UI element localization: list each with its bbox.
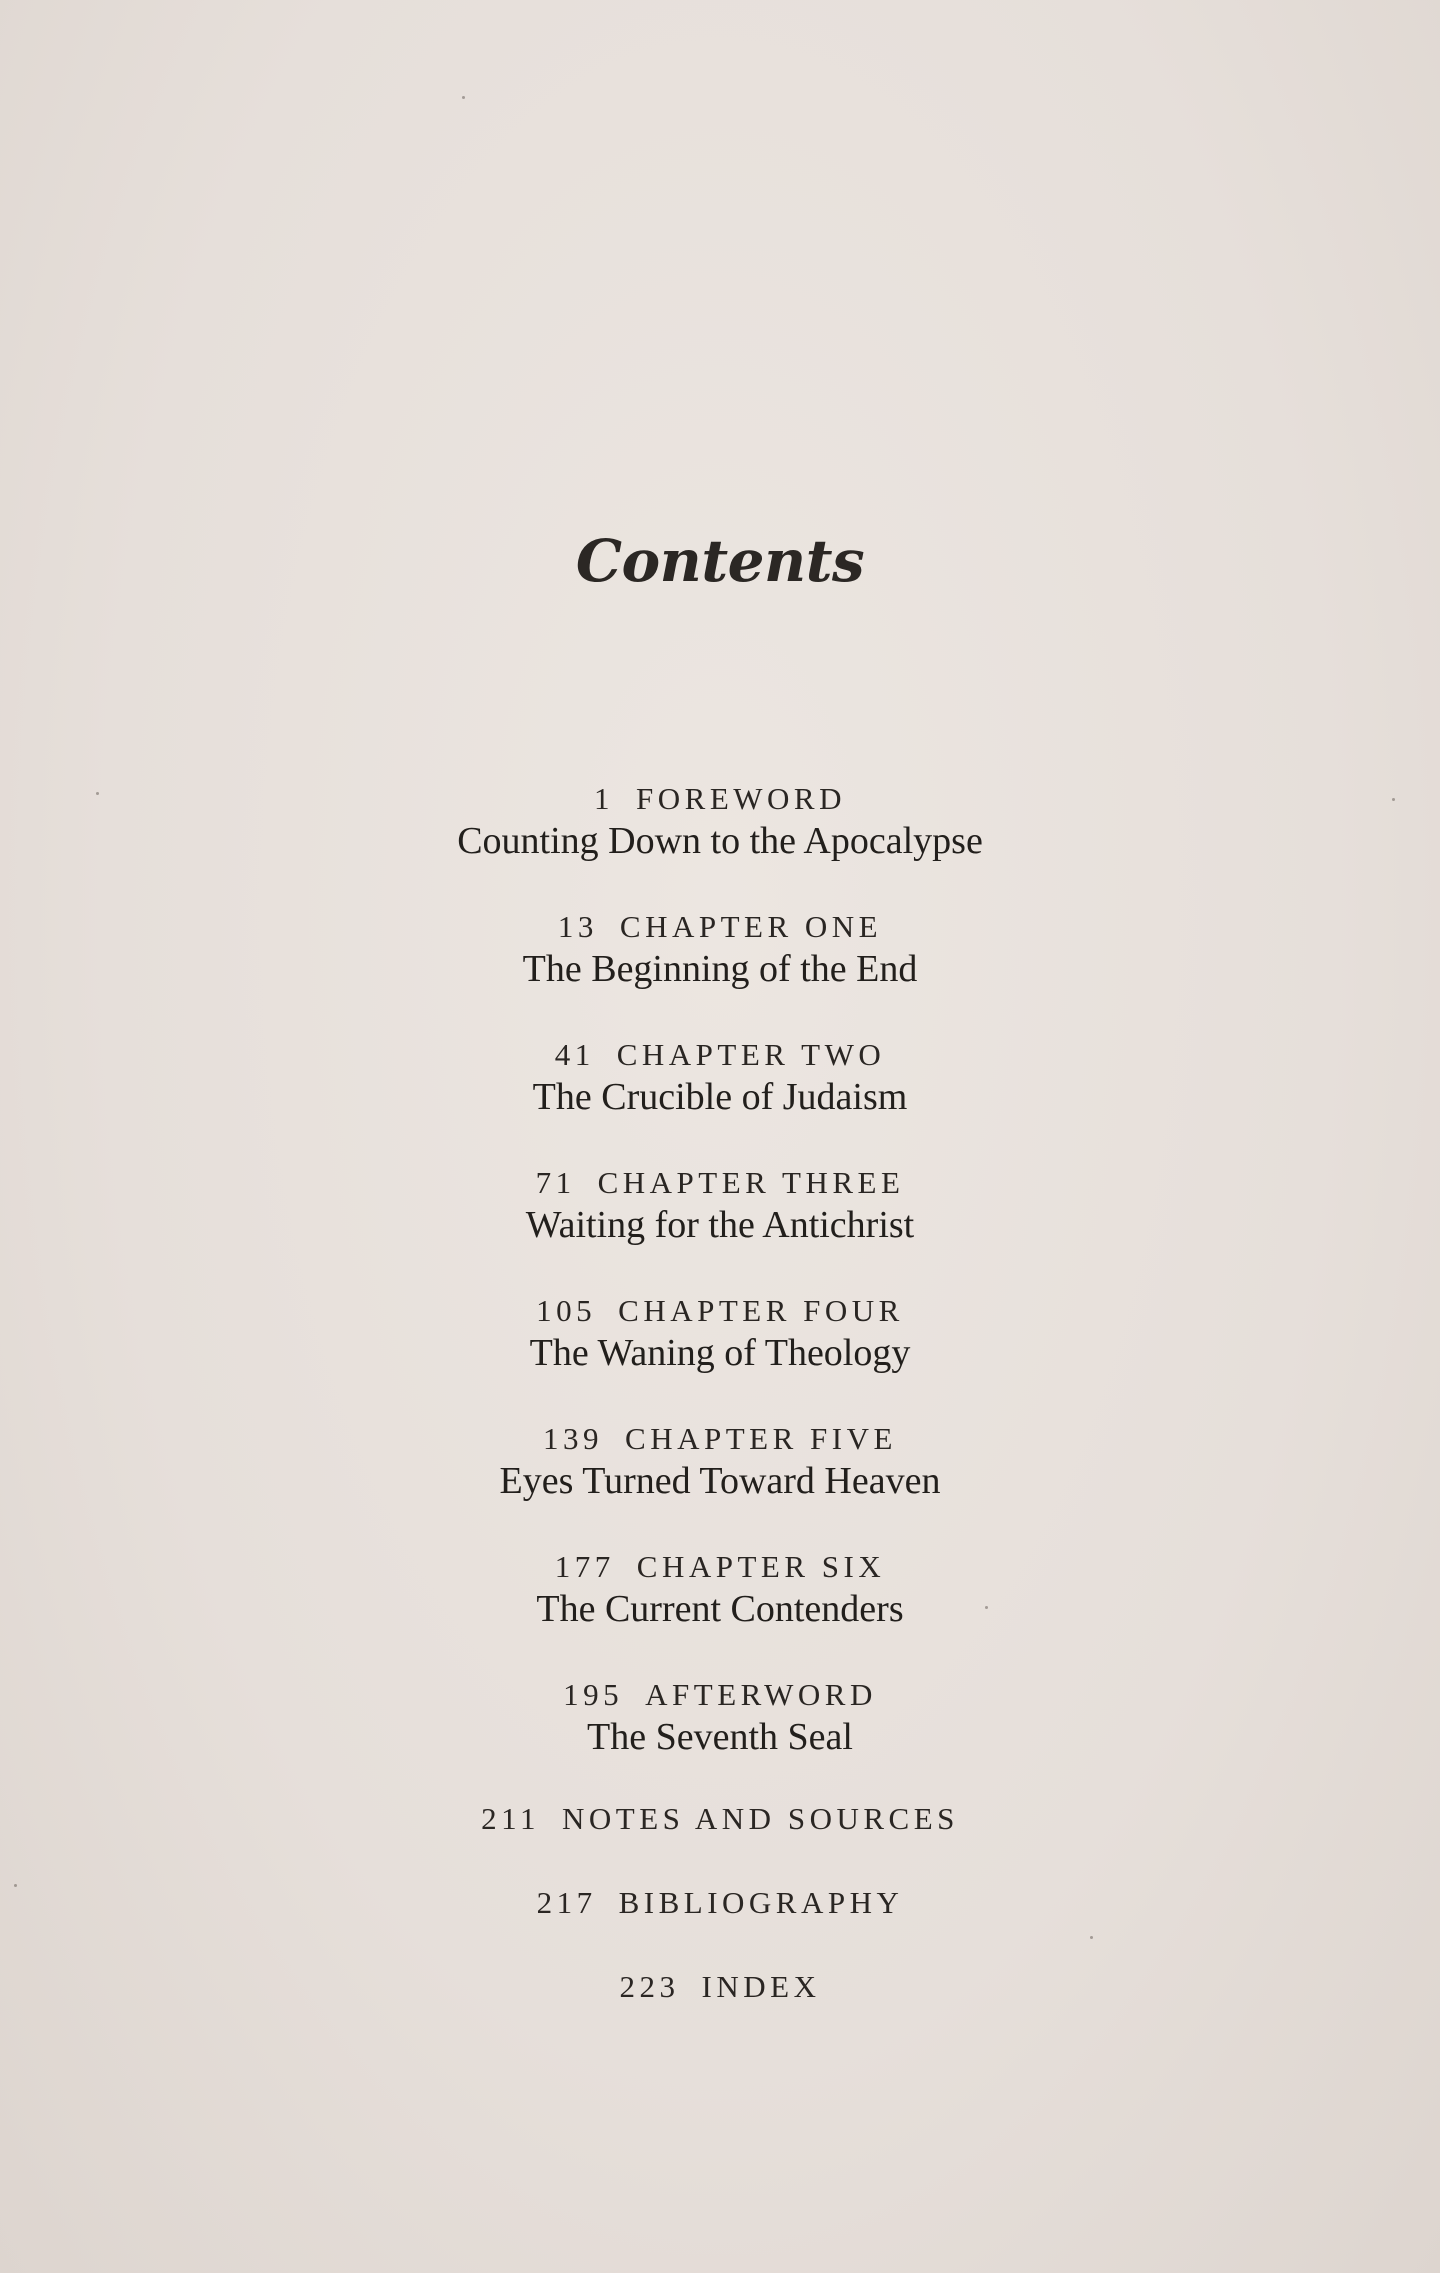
toc-entry-heading [0, 908, 1440, 946]
toc-entry-heading [0, 1800, 1440, 1838]
toc-entry-chapter-one [0, 908, 1440, 992]
toc-page-number: 105 [536, 1293, 597, 1328]
toc-page-number: 71 [535, 1165, 576, 1200]
page-title: Contents [575, 526, 865, 595]
toc-entry-chapter-five [0, 1420, 1440, 1504]
toc-section-label: CHAPTER TWO [616, 1037, 886, 1072]
toc-entry-title: The Beginning of the End [522, 948, 918, 990]
toc-entry-heading [0, 1968, 1440, 2006]
toc-entry-index [0, 1968, 1440, 2006]
toc-entry-bibliography [0, 1884, 1440, 1922]
toc-entry-heading [0, 1292, 1440, 1330]
toc-entry-heading [0, 1884, 1440, 1922]
toc-entry-title: Counting Down to the Apocalypse [457, 820, 983, 862]
toc-entry-title: The Current Contenders [536, 1588, 904, 1630]
paper-speck [462, 96, 465, 99]
toc-section-label: BIBLIOGRAPHY [618, 1885, 904, 1920]
toc-entry-heading [0, 1676, 1440, 1714]
toc-section-label: AFTERWORD [645, 1677, 877, 1712]
toc-entry-heading [0, 1164, 1440, 1202]
toc-entry-heading [0, 780, 1440, 818]
toc-section-label: NOTES AND SOURCES [561, 1801, 959, 1836]
table-of-contents [0, 780, 1440, 2006]
toc-entry-heading [0, 1036, 1440, 1074]
toc-page-number: 1 [594, 781, 615, 816]
toc-section-label: CHAPTER SIX [636, 1549, 886, 1584]
toc-entry-title: The Waning of Theology [529, 1332, 911, 1374]
toc-section-label: INDEX [701, 1969, 821, 2004]
toc-entry-foreword [0, 780, 1440, 864]
toc-section-label: CHAPTER THREE [597, 1165, 905, 1200]
toc-entry-chapter-three [0, 1164, 1440, 1248]
toc-page-number: 13 [557, 909, 598, 944]
toc-section-label: FOREWORD [636, 781, 846, 816]
toc-entry-heading [0, 1420, 1440, 1458]
toc-page-number: 195 [563, 1677, 624, 1712]
toc-entry-title: The Crucible of Judaism [532, 1076, 908, 1118]
toc-entry-title: The Seventh Seal [587, 1716, 853, 1758]
toc-section-label: CHAPTER ONE [619, 909, 883, 944]
toc-entry-notes-and-sources [0, 1800, 1440, 1838]
toc-entry-title: Eyes Turned Toward Heaven [499, 1460, 941, 1502]
toc-page-number: 217 [536, 1885, 597, 1920]
toc-section-label: CHAPTER FOUR [618, 1293, 904, 1328]
toc-page-number: 211 [481, 1801, 540, 1836]
toc-entry-heading [0, 1548, 1440, 1586]
toc-entry-chapter-four [0, 1292, 1440, 1376]
toc-entry-chapter-six [0, 1548, 1440, 1632]
toc-page-number: 177 [554, 1549, 615, 1584]
toc-entry-afterword [0, 1676, 1440, 1760]
toc-section-label: CHAPTER FIVE [625, 1421, 897, 1456]
toc-entry-title: Waiting for the Antichrist [525, 1204, 915, 1246]
toc-entry-chapter-two [0, 1036, 1440, 1120]
toc-page-number: 41 [554, 1037, 595, 1072]
toc-page-number: 139 [543, 1421, 604, 1456]
toc-page-number: 223 [619, 1969, 680, 2004]
